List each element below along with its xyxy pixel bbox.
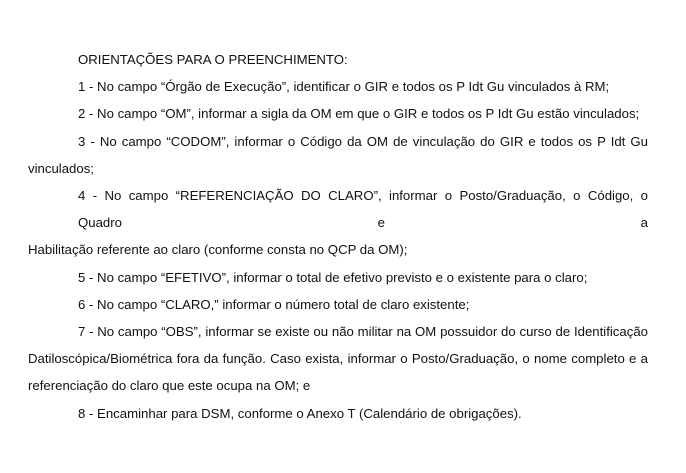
instruction-item-6: 6 - No campo “CLARO,” informar o número total de claro existente;	[78, 296, 470, 312]
instruction-item-4-line-2: Habilitação referente ao claro (conforme consta no QCP da OM);	[28, 242, 408, 258]
document-body	[28, 46, 648, 427]
instruction-item-2: 2 - No campo “OM”, informar a sigla da OM em que o GIR e todos os P Idt Gu estão vinculados;	[78, 106, 640, 122]
instruction-item-7-line-2: Datiloscópica/Biométrica fora da função. Caso exista, informar o Posto/Graduação, o nome completo e a	[28, 351, 648, 367]
instruction-item-8: 8 - Encaminhar para DSM, conforme o Anexo T (Calendário de obrigações).	[78, 405, 522, 421]
instruction-item-7-line-1: 7 - No campo “OBS”, informar se existe ou não militar na OM possuidor do curso de Identificação	[78, 324, 648, 340]
instruction-item-3-line-2: vinculados;	[28, 160, 94, 176]
instruction-item-4-line-1: 4 - No campo “REFERENCIAÇÃO DO CLARO”, informar o Posto/Graduação, o Código, o Quadro e a	[78, 188, 648, 231]
instructions-heading: ORIENTAÇÕES PARA O PREENCHIMENTO:	[78, 52, 348, 67]
instruction-item-5: 5 - No campo “EFETIVO”, informar o total de efetivo previsto e o existente para o claro;	[78, 269, 588, 285]
instruction-item-3-line-1: 3 - No campo “CODOM”, informar o Código da OM de vinculação do GIR e todos os P Idt Gu	[78, 133, 648, 149]
instruction-item-1: 1 - No campo “Órgão de Execução”, identificar o GIR e todos os P Idt Gu vinculados à RM;	[78, 79, 610, 95]
instruction-item-7-line-3: referenciação do claro que este ocupa na OM; e	[28, 378, 311, 394]
